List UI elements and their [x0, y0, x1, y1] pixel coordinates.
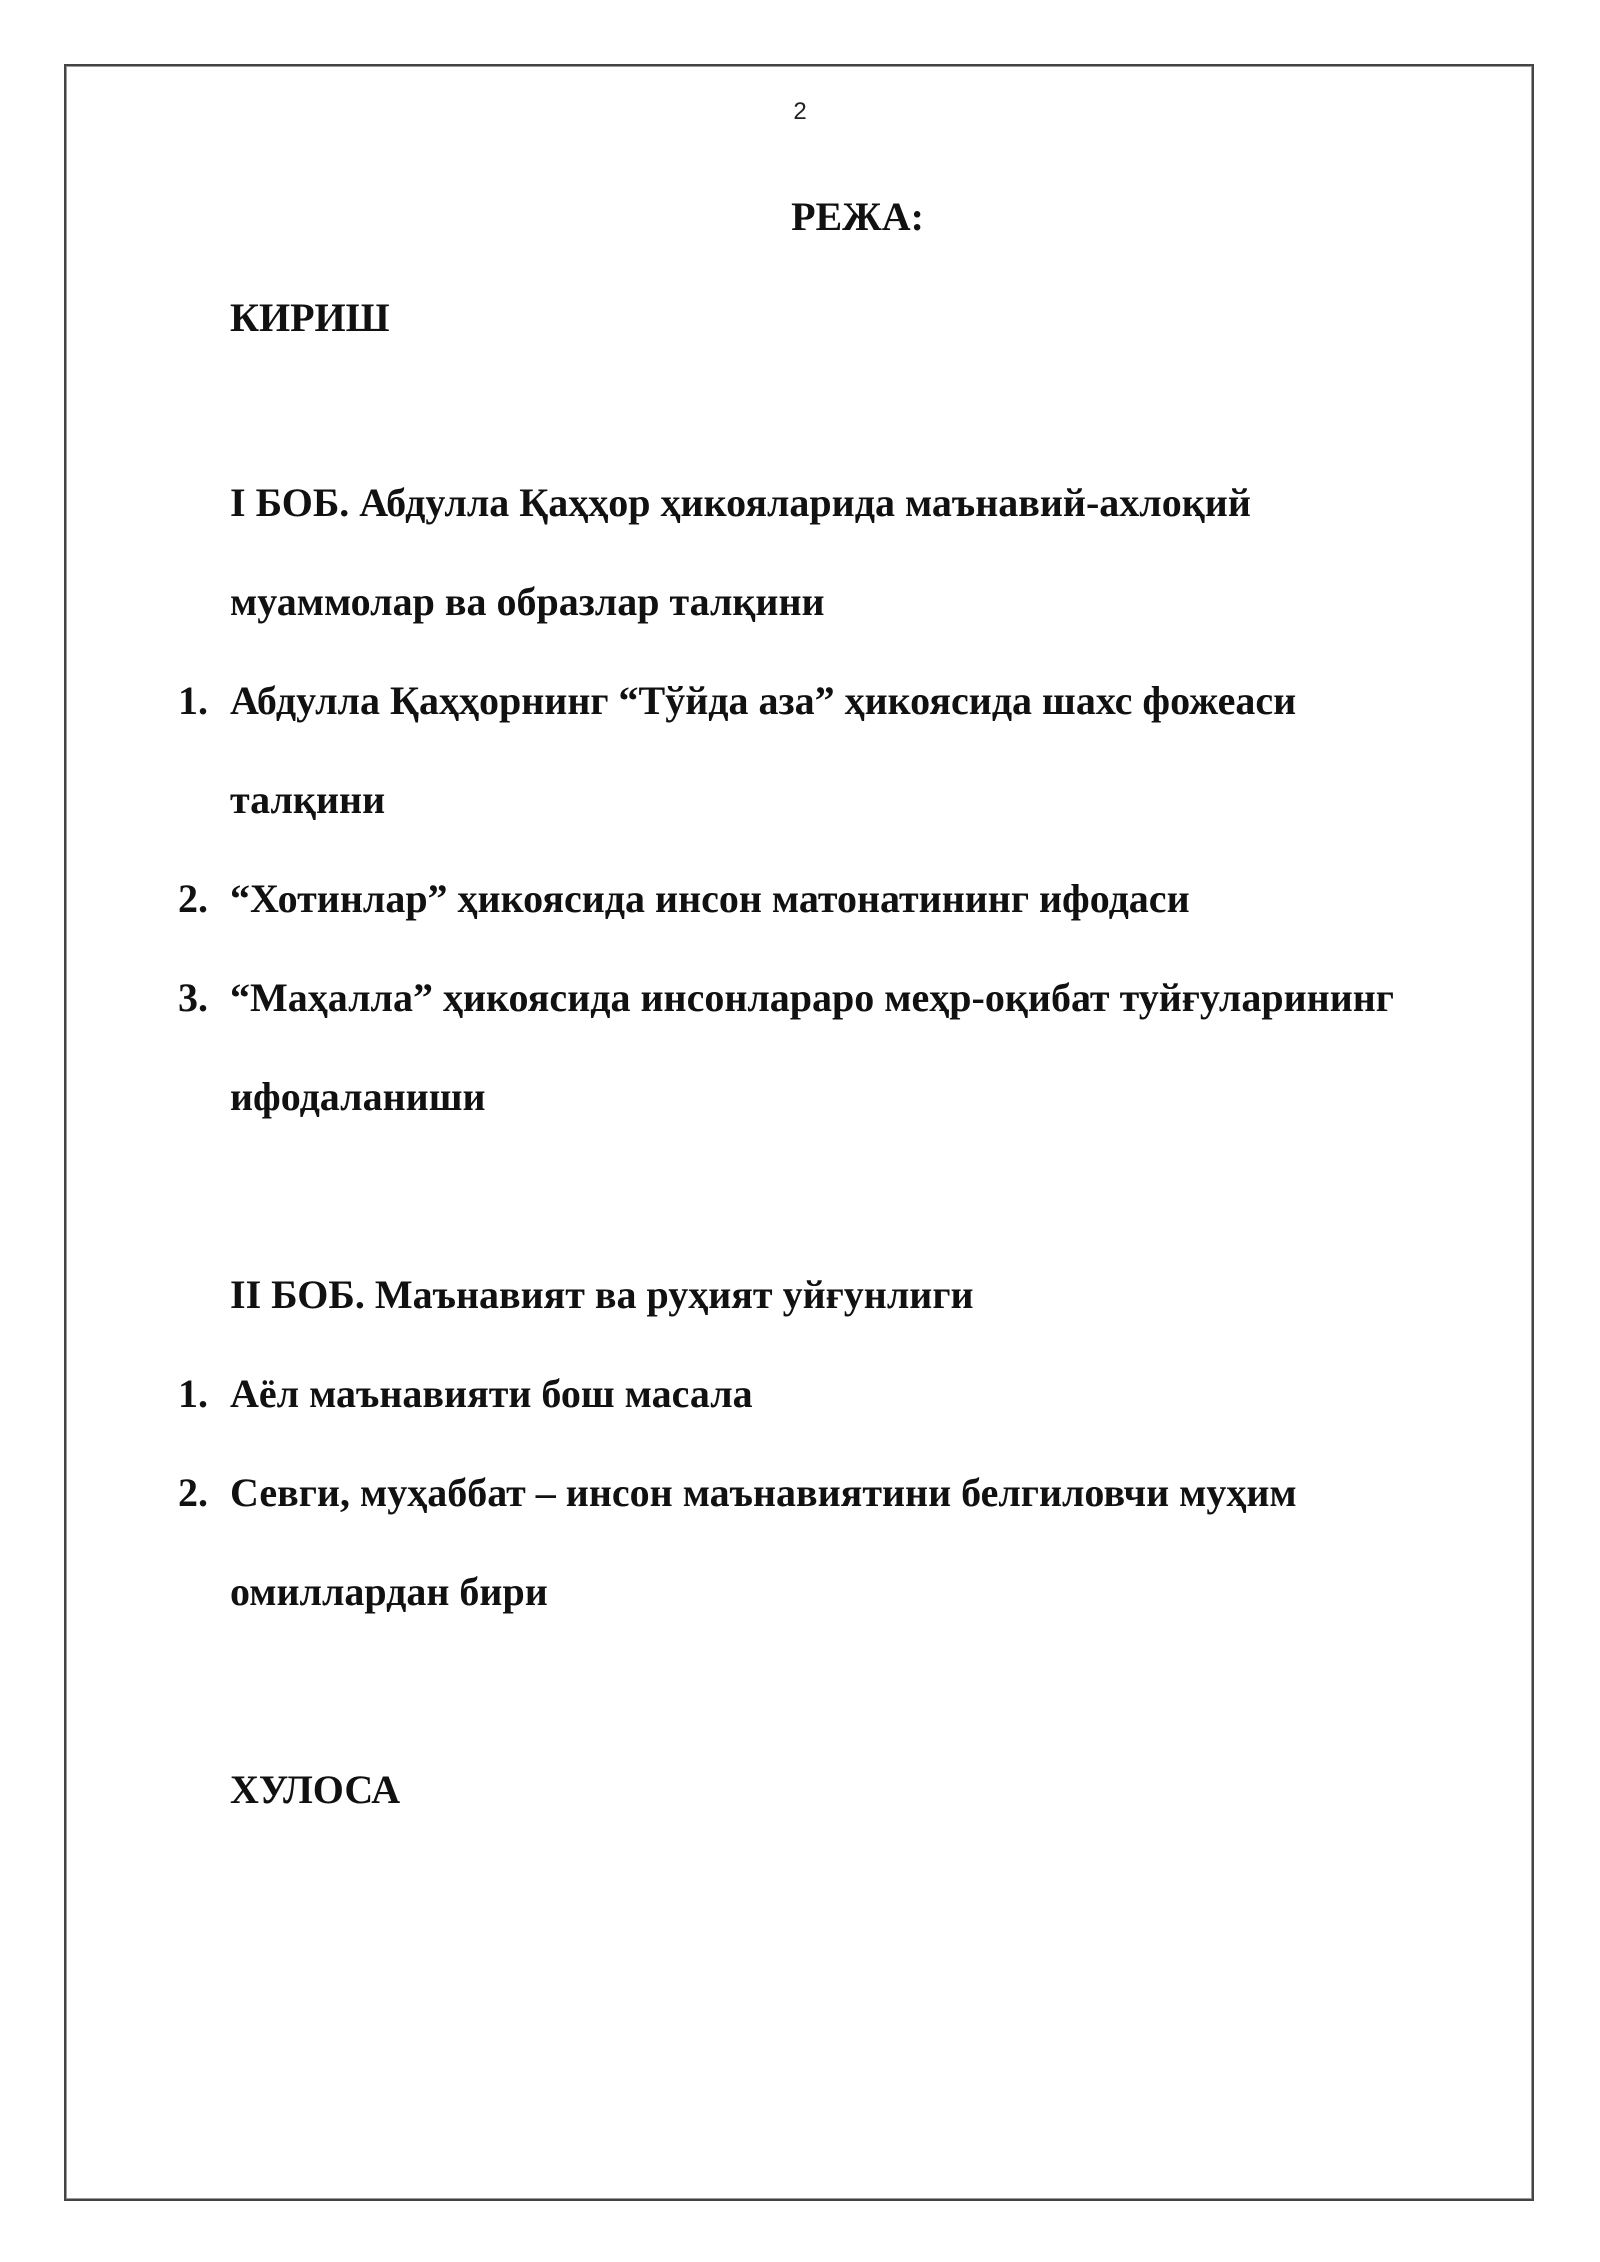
chapter2-item-number: 1.: [178, 1371, 208, 1416]
intro-heading: КИРИШ: [230, 295, 390, 340]
chapter2-item-2-line2: омиллардан бири: [230, 1569, 548, 1614]
page-number: 2: [793, 98, 807, 125]
chapter2-item-2-line1: Севги, муҳаббат – инсон маънавиятини белгиловчи муҳим: [230, 1470, 1297, 1515]
chapter1-item-1-line2: талқини: [230, 777, 386, 822]
chapter1-item-3-line1: “Маҳалла” ҳикоясида инсонлараро меҳр-оқибат туйғуларининг: [230, 975, 1394, 1020]
chapter1-heading-line1: I БОБ. Абдулла Қаҳҳор ҳикояларида маънавий-ахлоқий: [230, 480, 1251, 525]
page-title: РЕЖА:: [791, 194, 924, 239]
chapter1-item-3-line2: ифодаланиши: [230, 1074, 486, 1119]
chapter2-item-1-line1: Аёл маънавияти бош масала: [230, 1371, 753, 1416]
chapter1-heading-line2: муаммолар ва образлар талқини: [230, 579, 825, 624]
chapter1-item-number: 3.: [178, 975, 208, 1020]
page-border: [64, 64, 1534, 2201]
chapter2-heading: II БОБ. Маънавият ва руҳият уйғунлиги: [230, 1272, 974, 1317]
chapter1-item-number: 1.: [178, 678, 208, 723]
chapter1-item-number: 2.: [178, 876, 208, 921]
conclusion-heading: ХУЛОСА: [230, 1767, 401, 1812]
chapter2-item-number: 2.: [178, 1470, 208, 1515]
chapter1-item-2-line1: “Хотинлар” ҳикоясида инсон матонатининг ифодаси: [230, 876, 1190, 921]
chapter1-item-1-line1: Абдулла Қаҳҳорнинг “Тўйда аза” ҳикоясида шахс фожеаси: [230, 678, 1297, 723]
